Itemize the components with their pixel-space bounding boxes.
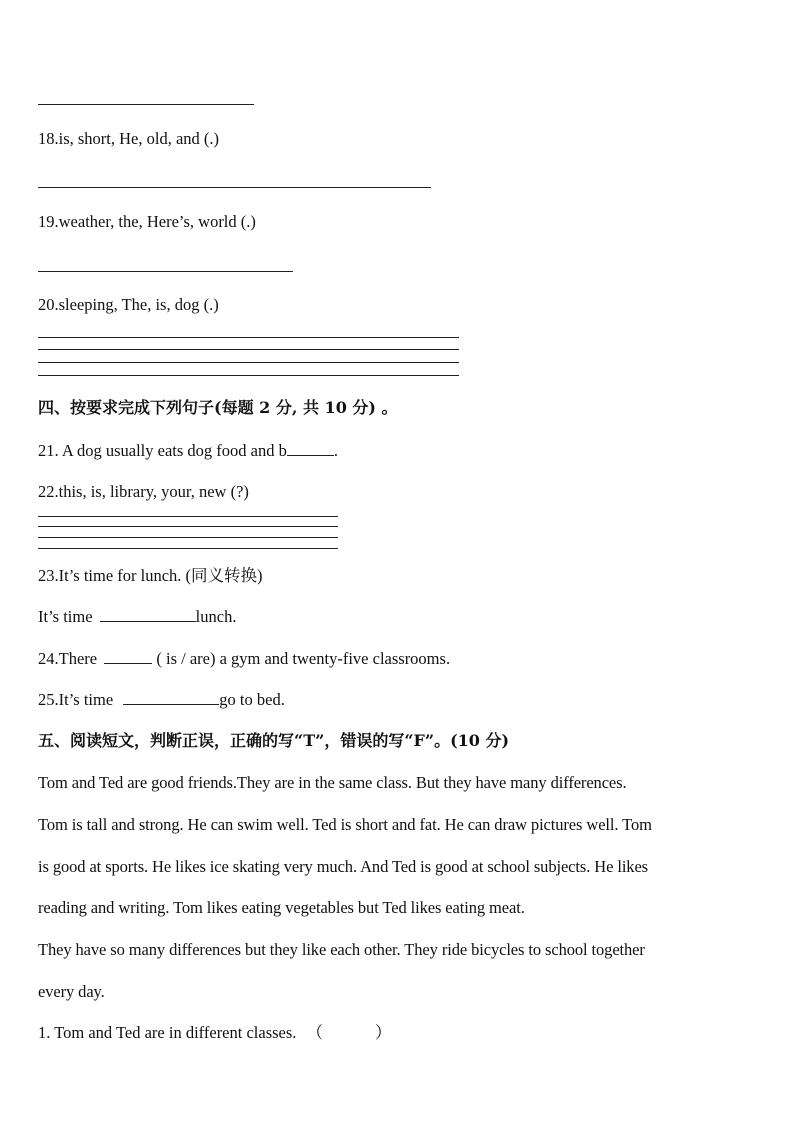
answer-line[interactable] xyxy=(38,362,459,363)
question-21 xyxy=(38,441,338,461)
question-24 xyxy=(38,649,450,669)
question-end: ( is / are) a gym and twenty-five classrooms. xyxy=(156,649,451,668)
question-19 xyxy=(38,212,256,232)
question-number: 25. xyxy=(38,690,59,709)
passage-line: Tom and Ted are good friends.They are in the same class. But they have many differences. xyxy=(38,773,627,792)
question-number: 22. xyxy=(38,482,59,501)
answer-line[interactable] xyxy=(38,349,459,350)
answer-line[interactable] xyxy=(38,548,338,549)
question-25 xyxy=(38,690,285,710)
passage-line: They have so many differences but they like each other. They ride bicycles to school together xyxy=(38,940,645,959)
answer-line[interactable] xyxy=(38,526,338,527)
question-start: It’s time xyxy=(58,690,114,709)
passage-line: Tom is tall and strong. He can swim well. Ted is short and fat. He can draw pictures well. Tom xyxy=(38,815,652,834)
answer-line[interactable] xyxy=(38,187,431,188)
answer-end: lunch. xyxy=(195,607,237,626)
section-4-heading: 四、按要求完成下列句子(每题 2 分, 共 10 分) 。 xyxy=(38,398,398,417)
passage-line: is good at sports. He likes ice skating very much. And Ted is good at school subjects. He likes xyxy=(38,857,648,876)
passage-line: reading and writing. Tom likes eating vegetables but Ted likes eating meat. xyxy=(38,898,525,917)
question-number: 23. xyxy=(38,566,59,585)
question-text: is, short, He, old, and (.) xyxy=(58,129,220,148)
fill-blank[interactable] xyxy=(123,690,219,705)
answer-bracket-open: （ xyxy=(306,1023,324,1042)
answer-line[interactable] xyxy=(38,375,459,376)
question-text: weather, the, Here’s, world (.) xyxy=(58,212,256,231)
answer-line[interactable] xyxy=(38,516,338,517)
question-text: A dog usually eats dog food and b xyxy=(61,441,287,460)
question-23-answer xyxy=(38,607,236,627)
question-text: this, is, library, your, new (?) xyxy=(58,482,249,501)
section-5-heading: 五、阅读短文，判断正误，正确的写“T”，错误的写“F”。(10 分) xyxy=(38,731,510,750)
question-text: It’s time for lunch. (同义转换) xyxy=(58,566,263,585)
question-number: 21. xyxy=(38,441,59,460)
answer-line[interactable] xyxy=(38,537,338,538)
fill-blank[interactable] xyxy=(100,607,196,622)
question-end: . xyxy=(333,441,338,460)
answer-line[interactable] xyxy=(38,271,293,272)
question-18 xyxy=(38,129,219,149)
fill-blank[interactable] xyxy=(104,649,152,664)
question-text: 1. Tom and Ted are in different classes. xyxy=(38,1023,297,1042)
answer-line[interactable] xyxy=(38,104,254,105)
question-start: There xyxy=(58,649,98,668)
question-22 xyxy=(38,482,249,502)
question-number: 24. xyxy=(38,649,59,668)
question-number: 19. xyxy=(38,212,59,231)
passage-line: every day. xyxy=(38,982,105,1001)
answer-bracket-close: ） xyxy=(375,1023,392,1042)
question-23 xyxy=(38,566,263,586)
fill-blank[interactable] xyxy=(287,441,334,456)
question-number: 18. xyxy=(38,129,59,148)
question-20 xyxy=(38,295,219,315)
question-text: sleeping, The, is, dog (.) xyxy=(58,295,219,314)
answer-line[interactable] xyxy=(38,337,459,338)
answer-start: It’s time xyxy=(38,607,93,626)
true-false-question-1 xyxy=(38,1023,392,1043)
question-number: 20. xyxy=(38,295,59,314)
question-end: go to bed. xyxy=(219,690,285,709)
